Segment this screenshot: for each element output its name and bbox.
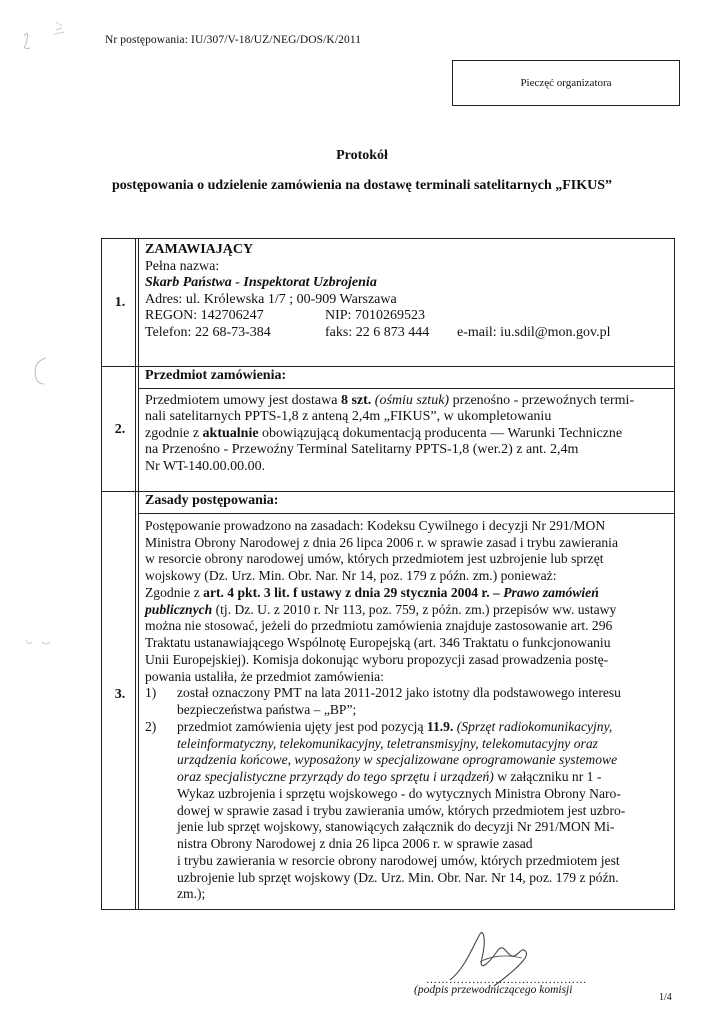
quantity-words: (ośmiu sztuk) [371, 392, 450, 408]
rules-line [145, 585, 664, 602]
subject-line-2: nali satelitarnych PPTS-1,8 z anteną 2,4m „FIKUS”, w ukompletowaniu [145, 409, 552, 425]
section-procedure-rules [101, 491, 675, 910]
chairman-signature-block [410, 928, 610, 998]
text-run: – [489, 584, 504, 600]
page-number: 1/4 [659, 992, 672, 1003]
scan-mark-icon [28, 356, 52, 386]
position-number: 11.9. [426, 718, 454, 734]
list-marker: 1) [145, 685, 157, 701]
list-item-line: jenie lub sprzęt wojskowy, stanowiących załącznik do decyzji Nr 291/MON Mi- [177, 819, 615, 835]
section-subject [101, 366, 675, 492]
rules-line: można nie stosować, jeżeli do przedmiotu zamówienia znajduje zastosowanie art. 296 [145, 618, 613, 634]
list-item-line [177, 719, 664, 736]
ordering-party-name: Skarb Państwa - Inspektorat Uzbrojenia [145, 275, 377, 291]
section-content [145, 368, 664, 476]
section-number: 1. [114, 295, 126, 310]
document-title: Protokół [336, 148, 388, 163]
text-run: w załączniku nr 1 - [493, 769, 602, 784]
list-item-line: uzbrojenie lub sprzęt wojskowy (Dz. Urz. Min. Obr. Nar. Nr 14, poz. 179 z późn. [177, 869, 619, 885]
section-number: 3. [114, 687, 126, 702]
quantity: 8 szt. [340, 392, 372, 408]
text-run: zgodnie z [145, 425, 203, 441]
list-marker: 2) [145, 718, 157, 734]
regon: REGON: 142706247 [145, 308, 264, 324]
regon-nip-row [145, 308, 664, 325]
rules-line: powania ustaliła, że przedmiot zamówienia: [145, 668, 384, 684]
text-run: obowiązującą dokumentacją producenta — Warunki Techniczne [258, 425, 623, 441]
text-run: Przedmiotem umowy jest dostawa [145, 392, 341, 408]
list-item [145, 719, 664, 903]
rules-line: Unii Europejskiej). Komisja dokonując wyboru propozycji zasad prowadzenia postę- [145, 651, 609, 667]
nip: NIP: 7010269523 [325, 308, 425, 324]
rules-line: Ministra Obrony Narodowej z dnia 26 lipca 2006 r. w sprawie zasad i trybu zawierania [145, 534, 618, 550]
stamp-label: Pieczęć organizatora [520, 77, 612, 89]
rules-line: Postępowanie prowadzono na zasadach: Kodeksu Cywilnego i decyzji Nr 291/MON [145, 517, 606, 533]
organizer-stamp-box [452, 60, 680, 106]
list-item-line: Wykaz uzbrojenia i sprzętu wojskowego - do wytycznych Ministra Obrony Naro- [177, 785, 621, 801]
full-name-label: Pełna nazwa: [145, 258, 220, 274]
section-heading: ZAMAWIAJĄCY [145, 242, 254, 257]
subject-line-3 [145, 426, 664, 443]
text-run: (tj. Dz. U. z 2010 r. Nr 113, poz. 759, z późn. zm.) przepisów ww. ustawy [212, 601, 617, 617]
text-run: (Sprzęt radiokomunikacyjny, [453, 718, 613, 734]
signature-label: (podpis przewodniczącego komisji [414, 984, 573, 996]
list-item-line: i trybu zawierania w resorcie obrony narodowej umów, których przedmiotem jest [177, 852, 620, 868]
contact-row [145, 325, 664, 342]
list-item-line: nistra Obrony Narodowej z dnia 26 lipca 2006 r. w sprawie zasad [177, 836, 533, 851]
text-run: Zgodnie z [145, 584, 204, 600]
list-item-line: dowej w sprawie zasad i trybu zawierania umów, których przedmiotem jest uzbro- [177, 802, 626, 818]
case-number: Nr postępowania: IU/307/V-18/UZ/NEG/DOS/K/2011 [105, 34, 362, 46]
emphasis: aktualnie [202, 425, 259, 441]
fax: faks: 22 6 873 444 [325, 324, 430, 340]
list-item-line: teleinformatyczny, telekomunikacyjny, teletransmisyjny, telekomutacyjny oraz [177, 735, 598, 751]
address: Adres: ul. Królewska 1/7 ; 00-909 Warszawa [145, 291, 397, 307]
subject-line-1 [145, 393, 664, 410]
legal-reference: art. 4 pkt. 3 lit. f ustawy z dnia 29 stycznia 2004 r. [203, 584, 490, 600]
text-run: oraz specjalistyczne przyrządy do tego sprzętu i urządzeń) [177, 769, 494, 784]
act-name: publicznych [145, 601, 213, 617]
list-item-line: bezpieczeństwa państwa – „BP”; [177, 702, 357, 717]
list-item-line: został oznaczony PMT na lata 2011-2012 jako istotny dla podstawowego interesu [177, 685, 621, 701]
rules-line: Traktatu ustanawiającego Wspólnotę Europejską (art. 346 Traktatu o funkcjonowaniu [145, 635, 611, 650]
phone: Telefon: 22 68-73-384 [145, 324, 271, 340]
section-heading: Zasady postępowania: [145, 493, 279, 508]
scan-mark-icon [24, 636, 54, 650]
section-number: 2. [114, 422, 126, 437]
act-name: Prawo zamówień [503, 584, 599, 600]
rules-line: wojskowy (Dz. Urz. Min. Obr. Nar. Nr 14, poz. 179 z późn. zm.) ponieważ: [145, 568, 557, 583]
subject-line-5: Nr WT-140.00.00.00. [145, 458, 266, 474]
subject-line-4: na Przenośno - Przewoźny Terminal Satelitarny PPTS-1,8 (wer.2) z ant. 2,4m [145, 442, 579, 458]
rules-line: w resorcie obrony narodowej umów, których przedmiotem jest uzbrojenie lub sprzęt [145, 551, 604, 567]
section-ordering-party [101, 238, 675, 367]
section-content [145, 493, 664, 903]
signature-line: …………………………………… [426, 974, 587, 986]
rules-line [145, 602, 664, 619]
section-heading: Przedmiot zamówienia: [145, 368, 287, 383]
list-item-line [177, 769, 664, 786]
divider [138, 388, 674, 389]
text-run: przenośno - przewoźnych termi- [449, 392, 635, 408]
list-item-line: urządzenia końcowe, wyposażony w specjalizowane oprogramowanie systemowe [177, 752, 618, 768]
list-item-line: zm.); [177, 886, 206, 902]
document-subtitle: postępowania o udzielenie zamówienia na dostawę terminali satelitarnych „FIKUS” [111, 178, 613, 193]
email: e-mail: iu.sdil@mon.gov.pl [457, 324, 611, 340]
divider [138, 513, 674, 514]
text-run: przedmiot zamówienia ujęty jest pod pozycją [177, 718, 427, 734]
scan-mark-icon [16, 16, 76, 56]
list-item [145, 685, 664, 719]
section-content [145, 242, 664, 342]
